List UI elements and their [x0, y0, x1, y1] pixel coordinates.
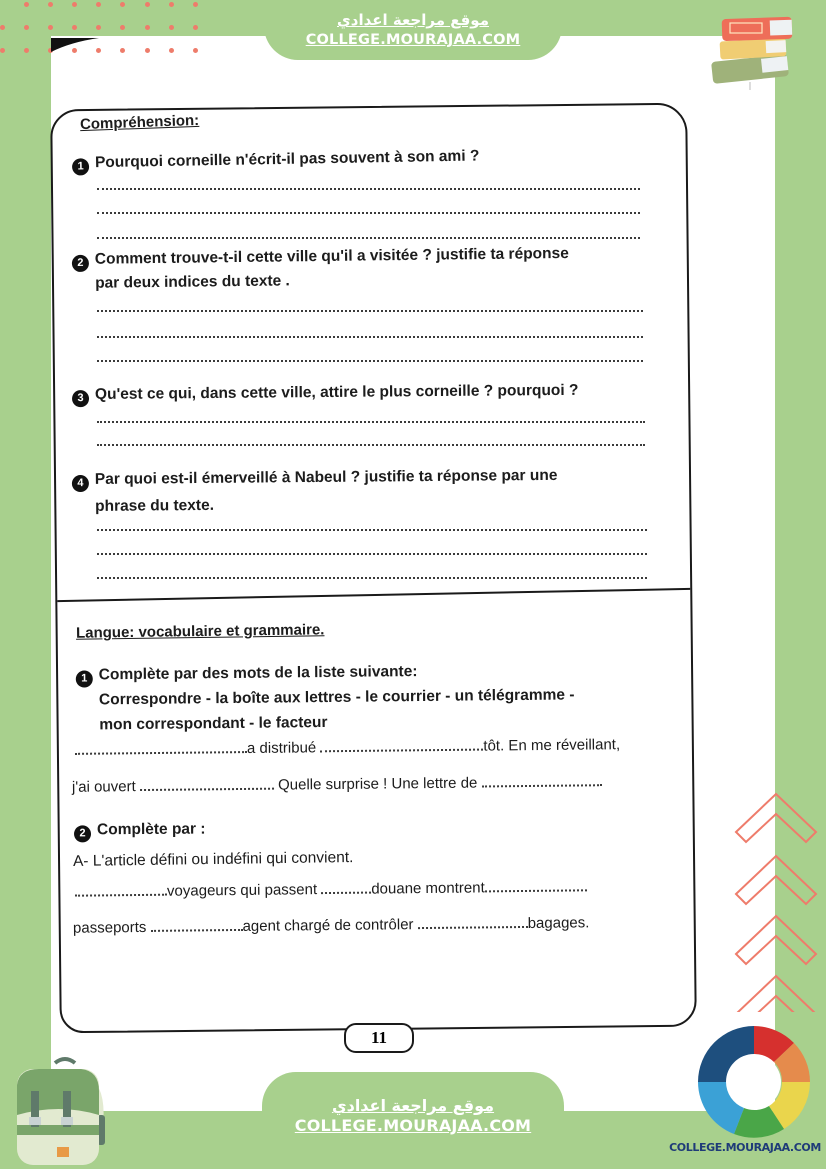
up-arrows-decoration: [734, 792, 818, 1012]
scan-corner-shadow: [51, 36, 101, 52]
answer-line[interactable]: [97, 310, 643, 312]
answer-line[interactable]: [97, 421, 645, 423]
sentence-text: agent chargé de contrôler: [242, 916, 414, 935]
part-a-instruction: A- L'article défini ou indéfini qui convient.: [72, 849, 354, 870]
exercise-2: [74, 818, 206, 843]
comprehension-title: Compréhension:: [79, 111, 200, 134]
answer-line[interactable]: [97, 577, 647, 579]
question-3: [72, 379, 579, 407]
sentence-text: bagages.: [527, 914, 590, 932]
answer-line[interactable]: [97, 188, 640, 190]
blank-field[interactable]: [321, 880, 371, 895]
blank-field[interactable]: [75, 739, 247, 755]
blank-field[interactable]: [418, 914, 528, 929]
site-url-link[interactable]: COLLEGE.MOURAJAA.COM: [294, 1116, 532, 1135]
answer-line[interactable]: [97, 529, 647, 531]
question-text: Qu'est ce qui, dans cette ville, attire le plus corneille ? pourquoi ?: [94, 381, 579, 404]
site-name-arabic[interactable]: موقع مراجعة اعدادي: [331, 1096, 495, 1115]
sentence-text: Quelle surprise ! Une lettre de: [277, 774, 478, 794]
number-badge: 1: [76, 670, 93, 687]
question-text-line1: Comment trouve-t-il cette ville qu'il a visitée ? justifie ta réponse: [94, 244, 569, 268]
number-badge: 1: [72, 158, 89, 175]
word-list-line1: Correspondre - la boîte aux lettres - le courrier - un télégramme -: [98, 686, 575, 709]
sentence-text: voyageurs qui passent: [166, 881, 318, 900]
word-list-line2: mon correspondant - le facteur: [99, 713, 328, 734]
question-text: Pourquoi corneille n'écrit-il pas souvent à son ami ?: [94, 147, 480, 172]
blank-field[interactable]: [481, 772, 601, 787]
sentence-text: a distribué: [246, 739, 317, 758]
number-badge: 2: [74, 825, 91, 842]
blank-field[interactable]: [320, 737, 483, 753]
site-url-link[interactable]: COLLEGE.MOURAJAA.COM: [305, 32, 521, 48]
blank-field[interactable]: [75, 882, 167, 897]
frame-left: [0, 0, 51, 1169]
sentence-text: douane montrent: [371, 879, 485, 898]
site-name-arabic[interactable]: موقع مراجعة اعدادي: [337, 11, 489, 29]
answer-line[interactable]: [97, 553, 647, 555]
page-number: 11: [344, 1023, 414, 1053]
footer-banner[interactable]: [262, 1072, 564, 1169]
blank-field[interactable]: [150, 917, 242, 932]
exercise-1: [76, 657, 575, 737]
question-text-line2: par deux indices du texte .: [95, 272, 290, 292]
langue-title: Langue: vocabulaire et grammaire.: [75, 621, 325, 642]
section-divider: [57, 588, 690, 602]
exercise-instruction: Complète par des mots de la liste suivante:: [98, 663, 418, 684]
exercise-instruction: Complète par :: [96, 820, 206, 839]
blank-field[interactable]: [140, 776, 274, 791]
question-2: [72, 242, 570, 296]
college-mourajaa-logo: [694, 1024, 814, 1142]
sentence-text: tôt. En me réveillant,: [483, 736, 621, 755]
logo-caption[interactable]: COLLEGE.MOURAJAA.COM: [669, 1141, 821, 1154]
answer-line[interactable]: [97, 237, 640, 239]
answer-line[interactable]: [97, 444, 645, 446]
number-badge: 2: [72, 255, 89, 272]
question-text-line1: Par quoi est-il émerveillé à Nabeul ? justifie ta réponse par une: [94, 466, 558, 488]
sentence-text: passeports: [72, 918, 147, 937]
header-banner[interactable]: [264, 0, 562, 60]
answer-line[interactable]: [97, 336, 643, 338]
blank-field[interactable]: [485, 877, 587, 892]
number-badge: 4: [72, 475, 89, 492]
sentence-text: j'ai ouvert: [71, 778, 136, 796]
answer-line[interactable]: [97, 212, 640, 214]
answer-line[interactable]: [97, 360, 643, 362]
books-stack-icon: [700, 10, 800, 90]
decorative-dots: [0, 0, 210, 56]
backpack-icon: [15, 1055, 107, 1165]
question-text-line2: phrase du texte.: [95, 496, 215, 515]
number-badge: 3: [72, 390, 89, 407]
question-4: [72, 464, 558, 522]
